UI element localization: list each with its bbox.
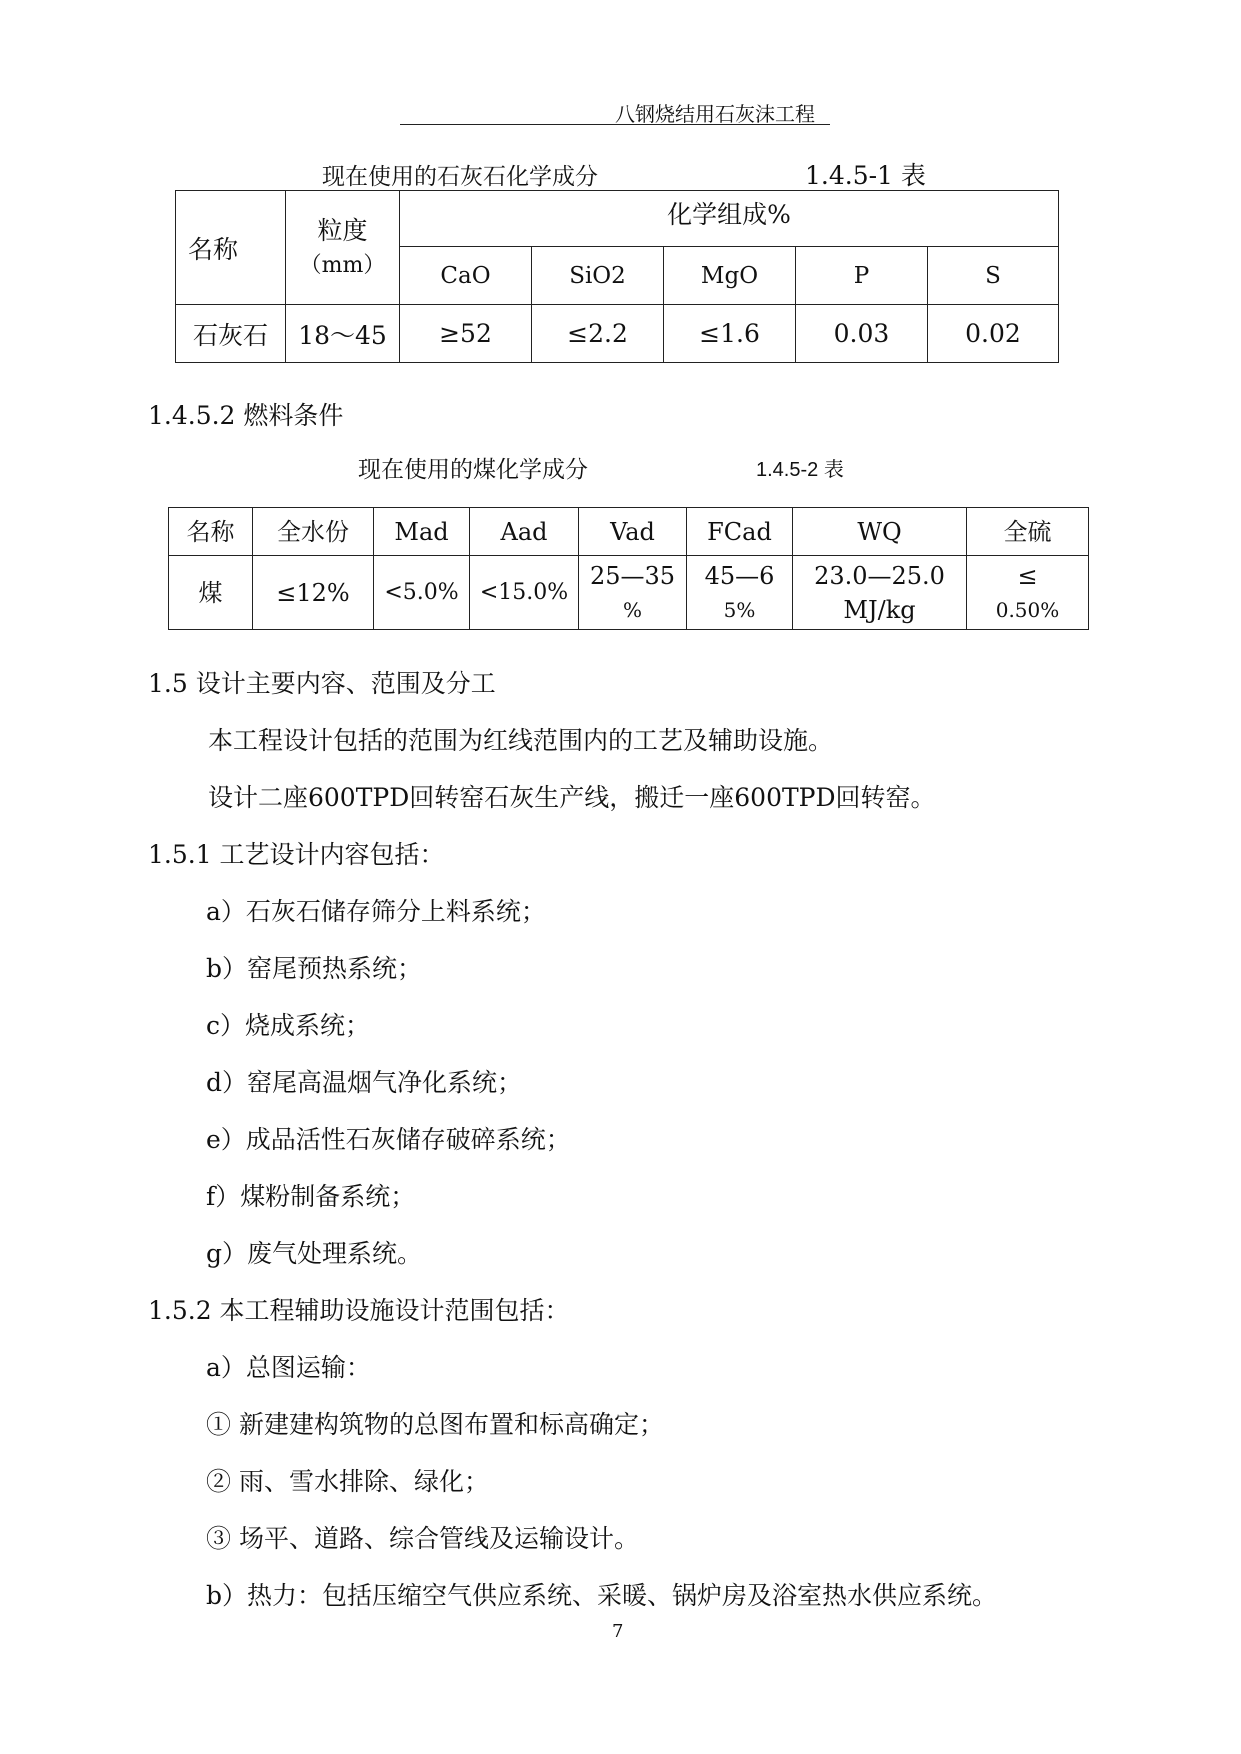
table2-cell-wq-line1: 23.0—25.0: [814, 561, 945, 590]
table2-cell-vad-line2: %: [622, 597, 642, 622]
table2-cell-vad-line1: 25—35: [589, 561, 676, 590]
table1-subheader-s: S: [928, 247, 1059, 305]
list-item: f）煤粉制备系统；: [206, 1182, 416, 1211]
list-item: d）窑尾高温烟气净化系统；: [206, 1068, 523, 1097]
list-item: c）烧成系统；: [206, 1011, 371, 1040]
table2-cell-mad: <5.0%: [374, 556, 470, 630]
table2-header-moisture: 全水份: [253, 508, 374, 556]
table2-number: 1.4.5-2 表: [756, 459, 844, 481]
table2-cell-wq-line2: MJ/kg: [843, 595, 916, 624]
list-item: e）成品活性石灰储存破碎系统；: [206, 1125, 571, 1154]
table1-cell-name: 石灰石: [176, 305, 286, 363]
table1-header-group: 化学组成%: [400, 191, 1059, 247]
list-item: b）窑尾预热系统；: [206, 954, 423, 983]
list-item: ② 雨、雪水排除、绿化；: [206, 1467, 489, 1496]
section-151-heading: 1.5.1 工艺设计内容包括：: [148, 840, 445, 869]
table1-cell-size: 18～45: [286, 305, 400, 363]
table1-header-size-label: 粒度: [317, 215, 368, 245]
table2-cell-sulfur: [967, 556, 1089, 630]
table2-header-sulfur: 全硫: [967, 508, 1089, 556]
table2-cell-sulfur-line1: ≤: [1017, 561, 1038, 590]
table2-header-vad: Vad: [579, 508, 687, 556]
coal-composition-table: [168, 507, 1089, 630]
table2-cell-fcad: [687, 556, 793, 630]
table2-header-aad: Aad: [470, 508, 579, 556]
section-15-para-2: 设计二座600TPD回转窑石灰生产线，搬迁一座600TPD回转窑。: [208, 783, 936, 812]
table2-cell-fcad-line2: 5%: [723, 597, 756, 622]
list-item: ③ 场平、道路、综合管线及运输设计。: [206, 1524, 639, 1553]
list-item: ① 新建建构筑物的总图布置和标高确定；: [206, 1410, 664, 1439]
table2-caption: 现在使用的煤化学成分: [358, 457, 588, 483]
page-number: 7: [612, 1621, 624, 1642]
section-152-heading: 1.5.2 本工程辅助设施设计范围包括：: [148, 1296, 570, 1325]
list-item: a）总图运输：: [206, 1353, 371, 1382]
header-rule: [400, 124, 830, 125]
table1-header-name-text: 名称: [188, 234, 239, 264]
section-15-heading: 1.5 设计主要内容、范围及分工: [148, 669, 496, 698]
list-item: a）石灰石储存筛分上料系统；: [206, 897, 546, 926]
table2-header-mad: Mad: [374, 508, 470, 556]
table2-header-wq: WQ: [793, 508, 967, 556]
list-item: g）废气处理系统。: [206, 1239, 423, 1268]
table1-header-size: [286, 191, 400, 305]
table1-cell-mgo: ≤1.6: [664, 305, 796, 363]
table1-subheader-sio2: SiO2: [532, 247, 664, 305]
table1-cell-cao: ≥52: [400, 305, 532, 363]
table2-cell-fcad-line1: 45—6: [704, 561, 775, 590]
list-item: b）热力：包括压缩空气供应系统、采暖、锅炉房及浴室热水供应系统。: [206, 1581, 998, 1610]
table1-subheader-mgo: MgO: [664, 247, 796, 305]
table2-header-name: 名称: [169, 508, 253, 556]
document-header: 八钢烧结用石灰沫工程: [615, 102, 815, 126]
table1-cell-s: 0.02: [928, 305, 1059, 363]
table2-cell-name: 煤: [169, 556, 253, 630]
section-15-para-1: 本工程设计包括的范围为红线范围内的工艺及辅助设施。: [208, 726, 834, 755]
table1-header-name: [176, 191, 286, 305]
table2-cell-sulfur-line2: 0.50%: [995, 597, 1060, 622]
table2-cell-wq: [793, 556, 967, 630]
limestone-composition-table: [175, 190, 1059, 363]
table2-cell-vad: [579, 556, 687, 630]
table2-cell-moisture: ≤12%: [253, 556, 374, 630]
table1-subheader-cao: CaO: [400, 247, 532, 305]
section-1452-heading: 1.4.5.2 燃料条件: [148, 401, 344, 430]
table2-header-fcad: FCad: [687, 508, 793, 556]
table1-caption: 现在使用的石灰石化学成分: [322, 164, 598, 190]
table1-cell-p: 0.03: [796, 305, 928, 363]
table2-cell-aad: <15.0%: [470, 556, 579, 630]
table1-header-size-unit: （mm）: [299, 252, 386, 278]
table1-cell-sio2: ≤2.2: [532, 305, 664, 363]
table1-subheader-p: P: [796, 247, 928, 305]
table1-number: 1.4.5-1 表: [805, 161, 926, 190]
